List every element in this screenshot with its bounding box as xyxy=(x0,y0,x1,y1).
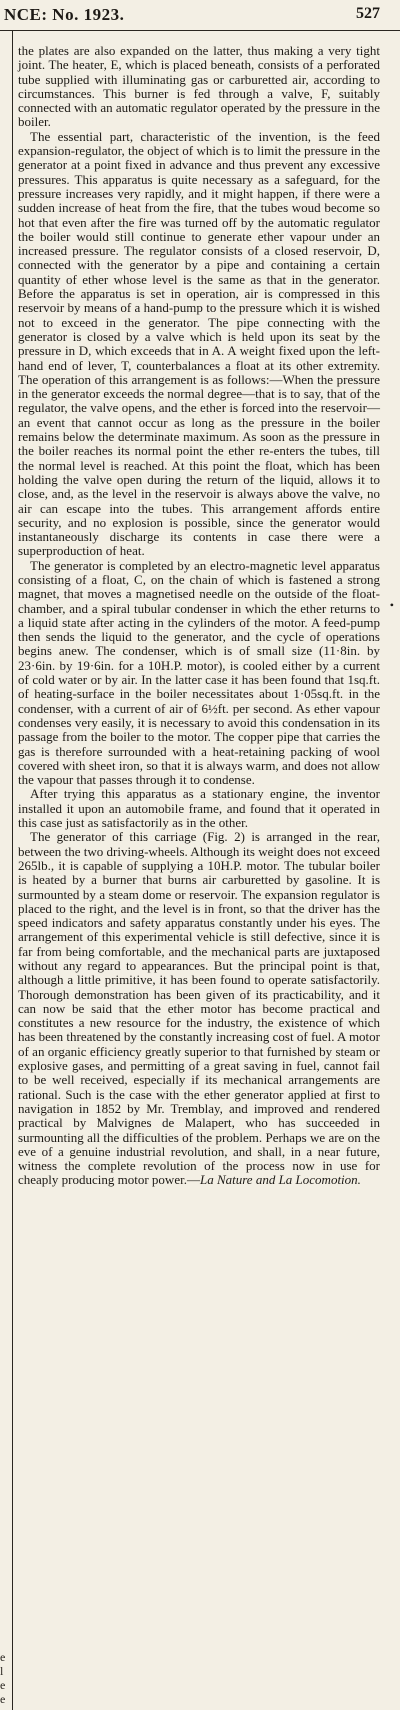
running-title: NCE: No. 1923. xyxy=(4,5,125,24)
margin-bullet: • xyxy=(389,598,394,612)
margin-fragment: e xyxy=(0,1678,6,1692)
paragraph-5-text: The generator of this carriage (Fig. 2) is arranged in the rear, between the two driving-wheels. Although its weight does not exceed 265lb., it is capable of supplying a 10H.P. motor. The tubular boiler is heated by a burner that burns air carburetted by gasoline. It is surmounted by a steam dome or reservoir. The expansion regulator is placed to the right, and the level is in front, so that the driver has the speed indicators and safety apparatus constantly under his eyes. The arrangement of this experimental vehicle is still defective, since it is far from being comfortable, and the mechanical parts are juxtaposed without any regard to appearances. But the principal point is that, although a little primitive, it has been found to operate satisfactorily. Thorough demonstration has been given of its practicability, and it can now be said that the ether motor has become practical and constitutes a new resource for the industry, the existence of which has been threatened by the constantly increasing cost of fuel. A motor of an organic efficiency greatly superior to that furnished by steam or explosive gases, and permitting of a great saving in fuel, cannot fail to be well received, especially if its mechanical arrangements are rational. Such is the case with the ether generator applied at first to navigation in 1852 by Mr. Tremblay, and improved and rendered practical by Malvignes de Malapert, who has succeeded in surmounting all the difficulties of the problem. Perhaps we are on the eve of a genuine industrial revolution, and shall, in a near future, witness the complete revolution of the process now in use for cheaply producing motor power. xyxy=(18,829,380,1188)
paragraph-3: The generator is completed by an electro-magnetic level apparatus consisting of a float, C, on the chain of which is fastened a strong magnet, that moves a magnetised needle on the outside of the float-chamber, and a spiral tubular condenser in which the ether returns to a liquid state after acting in the cylinders of the motor. A feed-pump then sends the liquid to the generator, and the cycle of operations begins anew. The condenser, which is of small size (11·8in. by 23·6in. by 19·6in. for a 10H.P. motor), is cooled either by a current of cold water or by air. In the latter case it has been found that 1sq.ft. of heating-surface in the boiler necessitates about 1·05sq.ft. in the condenser, with a current of air of 6½ft. per second. As ether vapour condenses very easily, it is necessary to avoid this condensation in its passage from the boiler to the motor. The copper pipe that carries the gas is therefore surrounded with a heat-retaining packing of wool covered with sheet iron, so that it is always warm, and does not allow the vapour that passes through it to condense. xyxy=(18,557,380,788)
page-header xyxy=(0,5,400,27)
article-column xyxy=(18,44,380,1704)
column-rule xyxy=(12,30,13,1710)
source-dash: — xyxy=(186,1172,200,1188)
header-rule xyxy=(0,30,400,31)
margin-fragment: e xyxy=(0,1692,6,1706)
paragraph-2: The essential part, characteristic of the invention, is the feed expansion-regulator, the object of which is to limit the pressure in the generator at a point fixed in advance and thus prevent any excessive pressures. This apparatus is quite necessary as a safeguard, for the pressure increases very rapidly, and it might happen, if there were a sudden increase of heat from the fire, that the tubes woud become so hot that even after the fire was turned off by the automatic regulator the boiler would still continue to generate ether vapour under an increased pressure. The regulator consists of a closed reservoir, D, connected with the generator by a pipe and containing a certain quantity of ether whose level is the same as that in the generator. Before the apparatus is set in operation, air is compressed in this reservoir by means of a hand-pump to the pressure which it is wished not to exceed in the generator. The pipe connecting with the generator is closed by a valve which is held upon its seat by the pressure in D, which exceeds that in A. A weight fixed upon the left-hand end of lever, T, counterbalances a float at its other extremity. The operation of this arrangement is as follows:—When the pressure in the generator exceeds the normal degree—that is to say, that of the regulator, the valve opens, and the ether is forced into the reservoir—an event that cannot occur as long as the pressure in the boiler remains below the determinate maximum. As soon as the pressure in the boiler reaches its normal point the ether re-enters the tubes, till the normal level is reached. At this point the float, which has been holding the valve open during the return of the liquid, allows it to close, and, as the level in the reservoir is always above the valve, no air can escape into the tubes. This arrangement affords entire security, and no explosion is possible, since the generator would instantaneously discharge its contents in case there were a superproduction of heat. xyxy=(18,128,380,559)
paragraph-5 xyxy=(18,830,380,1187)
margin-fragment: l xyxy=(0,1664,4,1678)
paragraph-4: After trying this apparatus as a stationary engine, the inventor installed it upon an automobile frame, and found that it operated in this case just as satisfactorily as in the other. xyxy=(18,786,380,831)
margin-fragment: e xyxy=(0,1650,6,1664)
source-credit: La Nature and La Locomotion. xyxy=(199,1172,361,1188)
paragraph-1: the plates are also expanded on the latter, thus making a very tight joint. The heater, E, which is placed beneath, consists of a perforated tube supplied with illuminating gas or carburetted air, according to circumstances. This burner is fed through a valve, F, suitably connected with an automatic regulator operated by the pressure in the boiler. xyxy=(18,43,380,130)
page-number: 527 xyxy=(356,5,380,22)
